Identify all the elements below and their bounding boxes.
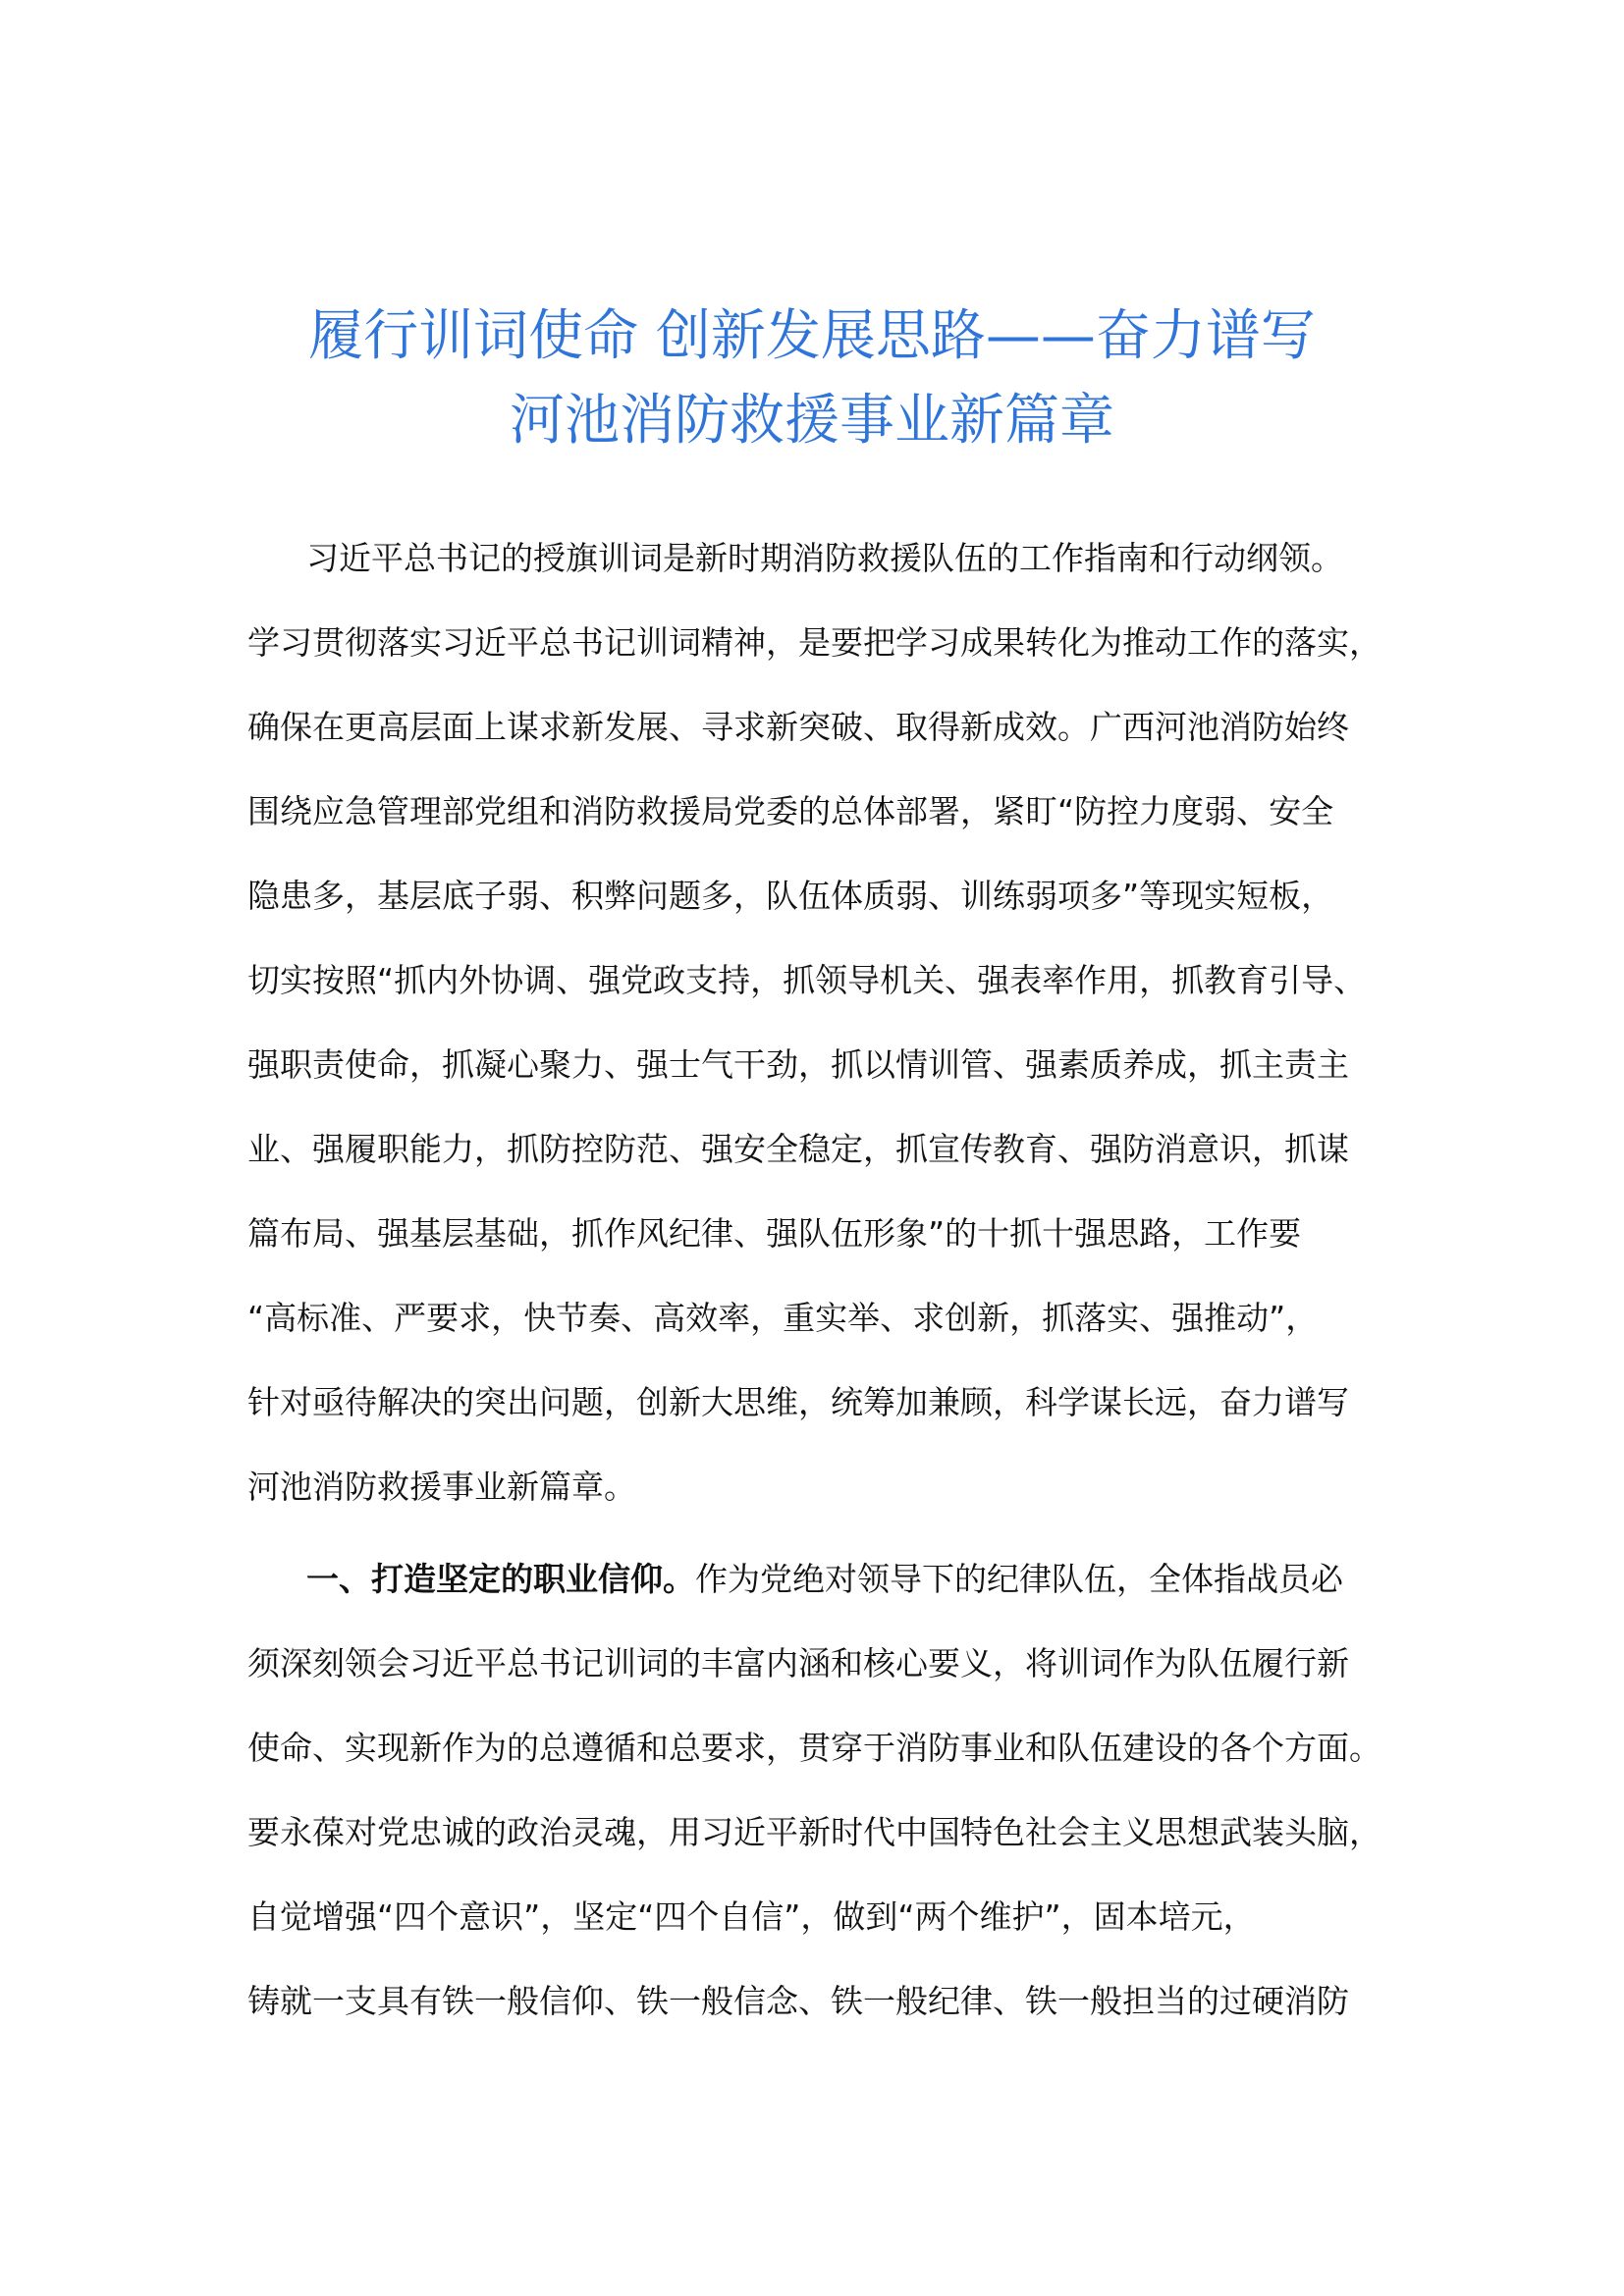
document-body: [247, 516, 1386, 2044]
paragraph-line: 河池消防救援事业新篇章。: [247, 1468, 636, 1506]
paragraph-line: 针对亟待解决的突出问题，创新大思维，统筹加兼顾，科学谋长远，奋力谱写: [247, 1383, 1349, 1421]
section-text: 作为党绝对领导下的纪律队伍，全体指战员必: [695, 1560, 1343, 1598]
paragraph-line: 须深刻领会习近平总书记训词的丰富内涵和核心要义，将训词作为队伍履行新: [247, 1644, 1349, 1682]
title-line-2: 河池消防救援事业新篇章: [510, 389, 1114, 453]
paragraph-line: 确保在更高层面上谋求新发展、寻求新突破、取得新成效。广西河池消防始终: [247, 708, 1349, 746]
document-title: [236, 294, 1388, 463]
paragraph-line: 隐患多，基层底子弱、积弊问题多，队伍体质弱、训练弱项多”等现实短板，: [247, 877, 1334, 915]
paragraph-line: 篇布局、强基层基础，抓作风纪律、强队伍形象”的十抓十强思路，工作要: [247, 1214, 1302, 1253]
paragraph-line: 围绕应急管理部党组和消防救援局党委的总体部署，紧盯“防控力度弱、安全: [247, 792, 1334, 830]
paragraph-line: “高标准、严要求，快节奏、高效率，重实举、求创新，抓落实、强推动”，: [247, 1299, 1319, 1337]
paragraph-intro: [247, 516, 1386, 1529]
paragraph-line: 切实按照“抓内外协调、强党政支持，抓领导机关、强表率作用，抓教育引导、: [247, 961, 1367, 999]
paragraph-line: 要永葆对党忠诚的政治灵魂，用习近平新时代中国特色社会主义思想武装头脑，: [247, 1813, 1381, 1851]
paragraph-line: 自觉增强“四个意识”，坚定“四个自信”，做到“两个维护”，固本培元，: [247, 1897, 1256, 1936]
paragraph-line: 强职责使命，抓凝心聚力、强士气干劲，抓以情训管、强素质养成，抓主责主: [247, 1045, 1349, 1084]
paragraph-line: 习近平总书记的授旗训词是新时期消防救援队伍的工作指南和行动纲领。: [306, 539, 1343, 577]
title-line-1: 履行训词使命 创新发展思路——奋力谱写: [308, 304, 1316, 368]
paragraph-line: 铸就一支具有铁一般信仰、铁一般信念、铁一般纪律、铁一般担当的过硬消防: [247, 1982, 1349, 2020]
paragraph-line: 业、强履职能力，抓防控防范、强安全稳定，抓宣传教育、强防消意识，抓谋: [247, 1130, 1349, 1168]
paragraph-line: 使命、实现新作为的总遵循和总要求，贯穿于消防事业和队伍建设的各个方面。: [247, 1729, 1381, 1767]
paragraph-section-one: [247, 1537, 1386, 2044]
section-heading: 一、打造坚定的职业信仰。: [306, 1560, 695, 1598]
paragraph-line: 学习贯彻落实习近平总书记训词精神，是要把学习成果转化为推动工作的落实，: [247, 623, 1381, 662]
paragraph-line: [247, 1537, 1386, 1622]
